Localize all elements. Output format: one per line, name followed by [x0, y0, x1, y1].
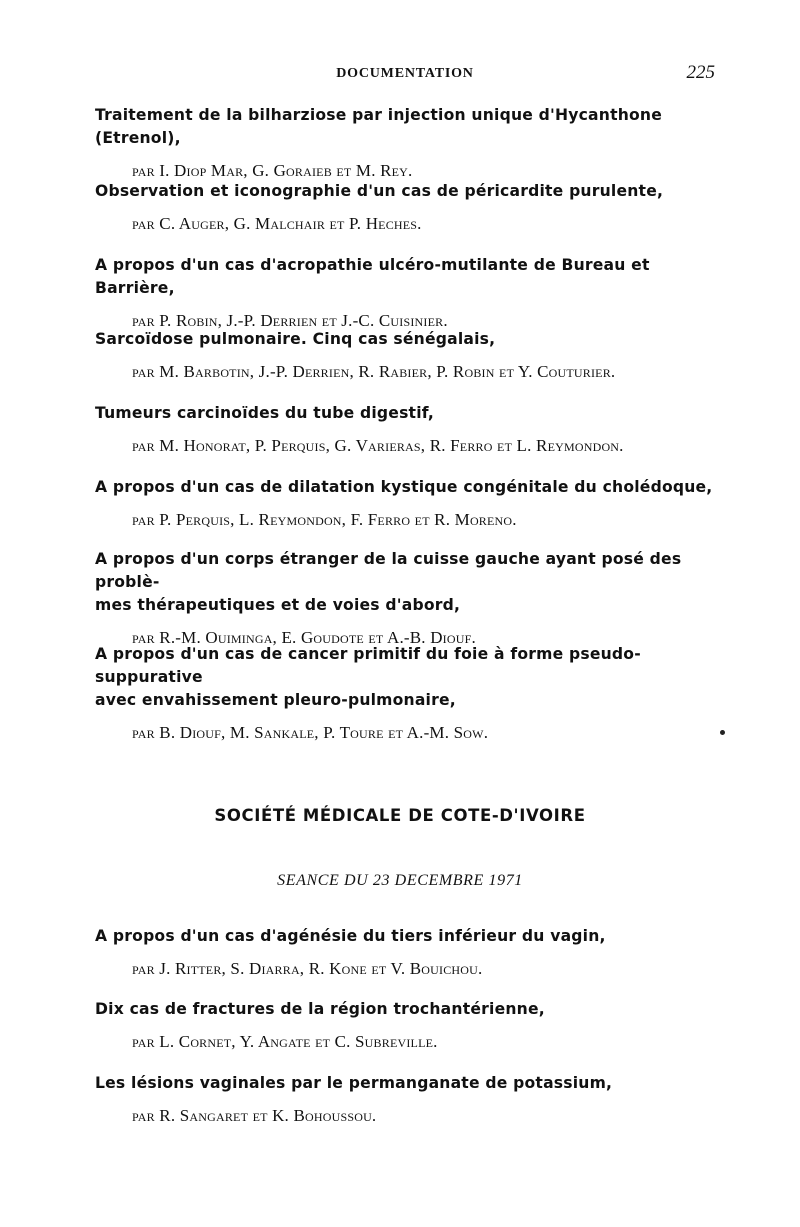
entry-authors: par B. Diouf, M. Sankale, P. Toure et A.-M. Sow. [132, 723, 489, 742]
entry-7 [95, 548, 720, 650]
entry-2 [95, 180, 720, 236]
section-heading: SOCIÉTÉ MÉDICALE DE COTE-D'IVOIRE [214, 806, 586, 825]
entry-authors: par J. Ritter, S. Diarra, R. Kone et V. Bouichou. [132, 959, 483, 978]
entry-title: Dix cas de fractures de la région trochantérienne, [95, 1000, 545, 1018]
running-header [95, 62, 715, 86]
entry-title: Sarcoïdose pulmonaire. Cinq cas sénégalais, [95, 330, 496, 348]
entry-authors: par M. Honorat, P. Perquis, G. Varieras, R. Ferro et L. Reymondon. [132, 436, 624, 455]
entry-8 [95, 643, 720, 745]
entry-title: A propos d'un cas de cancer primitif du foie à forme pseudo-suppurative [95, 645, 641, 686]
page-number: 225 [686, 62, 715, 83]
entry-4 [95, 328, 720, 384]
entry-5 [95, 402, 720, 458]
entry-title: Les lésions vaginales par le permanganate de potassium, [95, 1074, 613, 1092]
entry-title: Tumeurs carcinoïdes du tube digestif, [95, 404, 435, 422]
entry-title: Observation et iconographie d'un cas de péricardite purulente, [95, 182, 664, 200]
entry-title: A propos d'un cas d'agénésie du tiers inférieur du vagin, [95, 927, 606, 945]
entry-title-continued: avec envahissement pleuro-pulmonaire, [95, 691, 456, 709]
entry-title: Traitement de la bilharziose par injection unique d'Hycanthone (Etrenol), [95, 106, 663, 147]
entry-6 [95, 476, 720, 532]
entry-authors: par M. Barbotin, J.-P. Derrien, R. Rabier, P. Robin et Y. Couturier. [132, 362, 616, 381]
entry-title: A propos d'un cas de dilatation kystique congénitale du cholédoque, [95, 478, 713, 496]
entry-title: A propos d'un cas d'acropathie ulcéro-mutilante de Bureau et Barrière, [95, 256, 650, 297]
entry-title-continued: mes thérapeutiques et de voies d'abord, [95, 596, 461, 614]
entry-authors: par L. Cornet, Y. Angate et C. Subreville. [132, 1032, 438, 1051]
entry-3 [95, 254, 720, 333]
entry-10 [95, 998, 720, 1054]
running-title: DOCUMENTATION [336, 66, 474, 81]
entry-9 [95, 925, 720, 981]
ink-speck [720, 730, 725, 735]
entry-authors: par P. Robin, J.-P. Derrien et J.-C. Cuisinier. [132, 311, 448, 330]
entry-11 [95, 1072, 720, 1128]
session-date: SEANCE DU 23 DECEMBRE 1971 [277, 872, 523, 889]
entry-title: A propos d'un corps étranger de la cuisse gauche ayant posé des problè- [95, 550, 682, 591]
entry-authors: par C. Auger, G. Malchair et P. Heches. [132, 214, 422, 233]
entry-1 [95, 104, 720, 183]
entry-authors: par R.-M. Ouiminga, E. Goudote et A.-B. Diouf. [132, 628, 476, 647]
entry-authors: par I. Diop Mar, G. Goraieb et M. Rey. [132, 161, 413, 180]
entry-authors: par P. Perquis, L. Reymondon, F. Ferro et R. Moreno. [132, 510, 517, 529]
entry-authors: par R. Sangaret et K. Bohoussou. [132, 1106, 377, 1125]
